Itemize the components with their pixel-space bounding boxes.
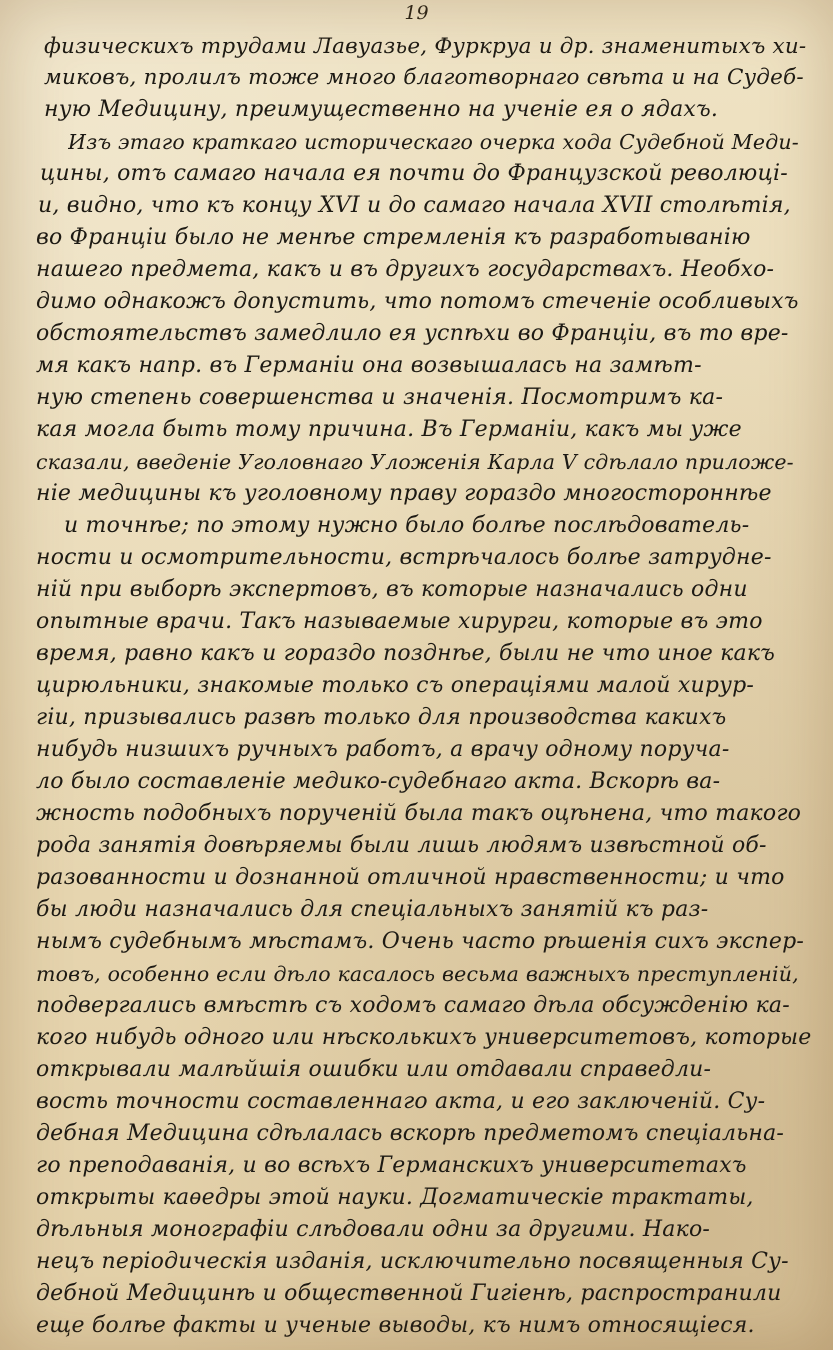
text-line: ніе медицины къ уголовному праву гораздо многостороннѣе [36, 481, 772, 506]
text-line: открыты каѳедры этой науки. Догматическіе трактаты, [36, 1185, 754, 1210]
text-line: время, равно какъ и гораздо позднѣе, были не что иное какъ [36, 641, 776, 666]
text-line: кого нибудь одного или нѣсколькихъ университетовъ, которые [36, 1025, 812, 1050]
text-line: дебной Медицинѣ и общественной Гигіенѣ, распространили [36, 1281, 782, 1306]
text-line: обстоятельствъ замедлило ея успѣхи во Франціи, въ то вре- [36, 321, 789, 346]
text-line: и, видно, что къ концу XVI и до самаго начала XVII столѣтія, [38, 193, 791, 218]
text-line: открывали малѣйшія ошибки или отдавали справедли- [36, 1057, 712, 1082]
text-line: нецъ періодическія изданія, исключительно посвященныя Су- [36, 1249, 789, 1274]
text-line: вость точности составленнаго акта, и его заключеній. Су- [36, 1089, 766, 1114]
text-line: цины, отъ самаго начала ея почти до Французской революці- [40, 161, 788, 186]
text-line: Изъ этаго краткаго историческаго очерка хода Судебной Меди- [68, 130, 799, 154]
text-line: опытные врачи. Такъ называемые хирурги, которые въ это [36, 609, 763, 634]
text-line: ло было составленіе медико-судебнаго акта. Вскорѣ ва- [36, 769, 721, 794]
text-line: дѣльныя монографіи слѣдовали одни за другими. Нако- [36, 1217, 711, 1242]
text-line: миковъ, пролилъ тоже много благотворнаго свѣта и на Судеб- [44, 65, 804, 90]
text-line: мя какъ напр. въ Германіи она возвышалась на замѣт- [36, 353, 702, 378]
text-line: го преподаванія, и во всѣхъ Германскихъ университетахъ [36, 1153, 747, 1178]
text-line: нашего предмета, какъ и въ другихъ государствахъ. Необхо- [36, 257, 775, 282]
text-line: ную Медицину, преимущественно на ученіе ея о ядахъ. [44, 97, 719, 122]
text-line: дебная Медицина сдѣлалась вскорѣ предметомъ спеціальна- [36, 1121, 785, 1146]
text-line: подвергались вмѣстѣ съ ходомъ самаго дѣла обсужденію ка- [36, 993, 790, 1018]
text-line: нымъ судебнымъ мѣстамъ. Очень часто рѣшенія сихъ экспер- [36, 929, 805, 954]
text-line: кая могла быть тому причина. Въ Германіи, какъ мы уже [36, 417, 742, 442]
text-line: разованности и дознанной отличной нравственности; и что [36, 865, 785, 890]
text-line: сказали, введеніе Уголовнаго Уложенія Карла V сдѣлало приложе- [36, 450, 794, 474]
text-line: рода занятія довѣряемы были лишь людямъ извѣстной об- [36, 833, 767, 858]
text-line: во Франціи было не менѣе стремленія къ разработыванію [36, 225, 751, 250]
text-line: ности и осмотрительности, встрѣчалось болѣе затрудне- [36, 545, 772, 570]
text-line: бы люди назначались для спеціальныхъ занятій къ раз- [36, 897, 709, 922]
text-line: гіи, призывались развѣ только для производства какихъ [36, 705, 727, 730]
page-number: 19 [404, 2, 429, 24]
text-line: жность подобныхъ порученій была такъ оцѣнена, что такого [36, 801, 802, 826]
text-line: физическихъ трудами Лавуазье, Фуркруа и др. знаменитыхъ хи- [44, 34, 807, 59]
text-line: цирюльники, знакомые только съ операціями малой хирур- [36, 673, 755, 698]
text-line: товъ, особенно если дѣло касалось весьма важныхъ преступленій, [36, 962, 799, 986]
text-line: нибудь низшихъ ручныхъ работъ, а врачу одному поруча- [36, 737, 730, 762]
text-line: еще болѣе факты и ученые выводы, къ нимъ относящіеся. [36, 1313, 755, 1338]
text-line: и точнѣе; по этому нужно было болѣе послѣдователь- [64, 513, 750, 538]
text-line: ній при выборѣ экспертовъ, въ которые назначались одни [36, 577, 748, 602]
text-line: ную степень совершенства и значенія. Посмотримъ ка- [36, 385, 724, 410]
text-line: димо однакожъ допустить, что потомъ стеченіе особливыхъ [36, 289, 799, 314]
